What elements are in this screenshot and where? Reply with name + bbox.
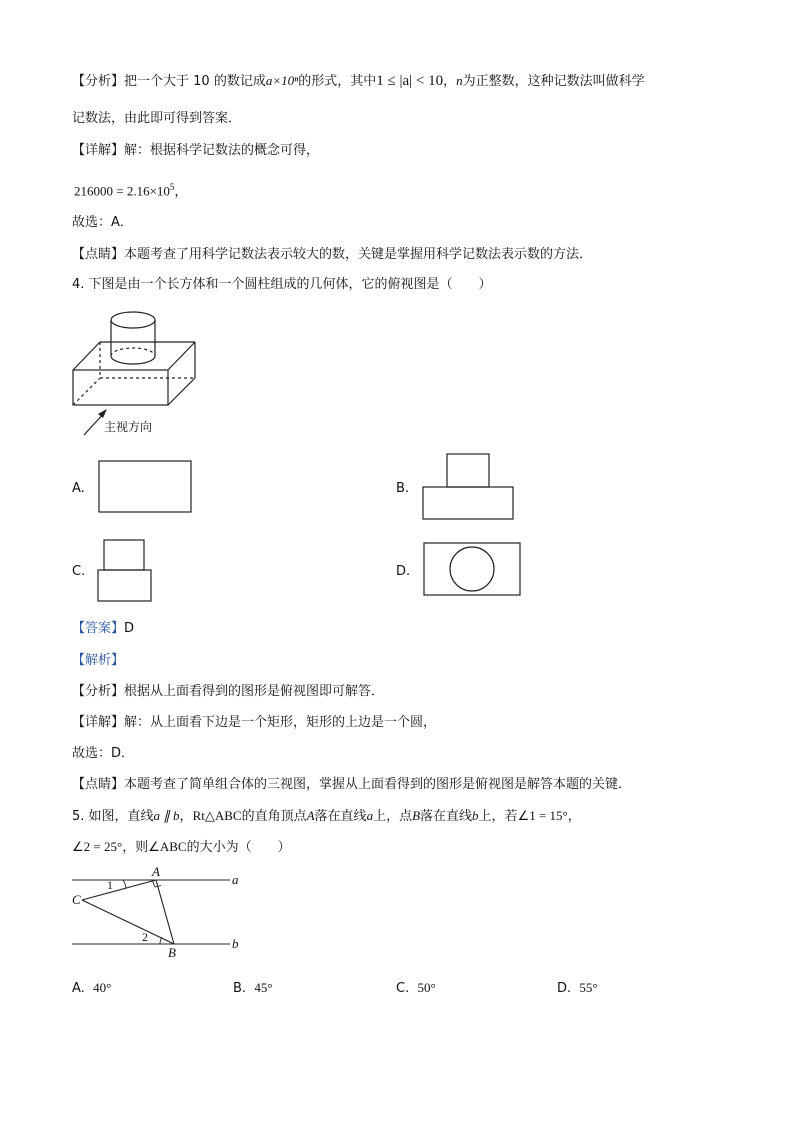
q5-text-7: 上，若 bbox=[478, 809, 518, 824]
option-letter: B. bbox=[233, 981, 247, 996]
analysis-text-b: 的形式，其中 bbox=[298, 74, 377, 89]
segment-ca bbox=[82, 880, 156, 900]
view-direction-label: 主视方向 bbox=[104, 420, 153, 434]
analysis-tag: 【分析】 bbox=[72, 684, 125, 699]
prev-equation bbox=[74, 178, 187, 200]
prev-choice: 故选：A． bbox=[72, 215, 133, 230]
q4-detail bbox=[72, 714, 436, 732]
point-b: B bbox=[412, 808, 421, 823]
q4-option-c-label[interactable]: C. bbox=[72, 564, 86, 579]
option-value: 50° bbox=[417, 980, 436, 995]
triangle-expr: Rt△ABC bbox=[192, 808, 242, 823]
segment-ab bbox=[156, 880, 174, 944]
analysis-text: 根据从上面看得到的图形是俯视图即可解答． bbox=[124, 684, 385, 699]
q5-text-8: ， bbox=[567, 809, 581, 824]
q4-option-d-label[interactable]: D. bbox=[396, 564, 411, 579]
line-a: a bbox=[366, 808, 374, 823]
q4-option-b-figure[interactable] bbox=[422, 453, 516, 523]
detail-text: 解：根据科学记数法的概念可得， bbox=[124, 143, 320, 158]
q4-stem: 4. 下图是由一个长方体和一个圆柱组成的几何体，它的俯视图是（ ） bbox=[72, 277, 492, 292]
detail-text: 解：从上面看下边是一个矩形，矩形的上边是一个圆， bbox=[124, 715, 437, 730]
prev-analysis-line2: 记数法，由此即可得到答案． bbox=[72, 111, 242, 126]
q5-text-5: 上，点 bbox=[373, 809, 413, 824]
fig-label-C: C bbox=[72, 892, 81, 907]
equation-text: 216000 = 2.16×10 bbox=[74, 183, 170, 199]
comment-tag: 【点睛】 bbox=[72, 247, 125, 262]
q5-geometry-figure bbox=[60, 860, 260, 964]
detail-tag: 【详解】 bbox=[72, 143, 125, 158]
q5-option-d[interactable] bbox=[557, 979, 598, 998]
q5-text-2: ， bbox=[179, 809, 193, 824]
q4-choice: 故选：D． bbox=[72, 746, 135, 761]
option-letter: D. bbox=[557, 981, 572, 996]
sci-notation-formula: a×10ⁿ bbox=[265, 73, 299, 88]
fig-label-angle-2: 2 bbox=[142, 930, 148, 944]
analysis-text-d: 为正整数，这种记数法叫做科学 bbox=[462, 74, 645, 89]
answer-tag: 【答案】 bbox=[72, 621, 125, 636]
q5-text-9: ，则 bbox=[122, 840, 149, 855]
q4-analysis bbox=[72, 683, 384, 701]
prev-comment bbox=[72, 246, 592, 264]
variable-n: n bbox=[456, 73, 463, 88]
q5-text-1: 5. 如图，直线 bbox=[72, 809, 154, 824]
prev-analysis-line1 bbox=[72, 72, 645, 91]
q4-option-d-figure[interactable] bbox=[423, 542, 523, 598]
analysis-text-a: 把一个大于 10 的数记成 bbox=[124, 74, 266, 89]
fig-label-B: B bbox=[168, 945, 176, 960]
comment-text: 本题考查了简单组合体的三视图，掌握从上面看得到的图形是俯视图是解答本题的关键． bbox=[124, 777, 632, 792]
option-value: 45° bbox=[254, 980, 273, 995]
q5-option-c[interactable] bbox=[396, 979, 436, 998]
q5-text-10: 的大小为（ ） bbox=[186, 840, 291, 855]
answer-value: D bbox=[124, 621, 135, 636]
q5-text-4: 落在直线 bbox=[314, 809, 367, 824]
detail-tag: 【详解】 bbox=[72, 715, 125, 730]
analysis-text-c: ， bbox=[443, 74, 457, 89]
q5-stem-line2 bbox=[72, 838, 291, 857]
q5-stem-line1 bbox=[72, 807, 581, 826]
q5-option-b[interactable] bbox=[233, 979, 273, 998]
segment-cb bbox=[82, 900, 174, 944]
angle-1-expr: ∠1 = 15° bbox=[517, 808, 568, 823]
equation-tail: ， bbox=[174, 183, 188, 199]
equation-exponent: 5 bbox=[169, 182, 175, 192]
parallel-expr: a ∥ b bbox=[153, 808, 180, 823]
option-value: 40° bbox=[93, 980, 112, 995]
line-b: b bbox=[472, 808, 479, 823]
angle-2-expr: ∠2 = 25° bbox=[72, 839, 123, 854]
q4-explain-tag: 【解析】 bbox=[72, 653, 125, 668]
fig-label-b: b bbox=[232, 936, 239, 951]
option-letter: C. bbox=[396, 981, 410, 996]
comment-tag: 【点睛】 bbox=[72, 777, 125, 792]
q4-answer bbox=[72, 620, 134, 638]
option-letter: A. bbox=[72, 981, 85, 996]
q5-option-a[interactable] bbox=[72, 979, 111, 998]
analysis-tag: 【分析】 bbox=[72, 74, 125, 89]
prev-detail bbox=[72, 142, 319, 160]
range-expression: 1 ≤ |a| < 10 bbox=[376, 73, 444, 89]
angle-abc-expr: ∠ABC bbox=[148, 839, 187, 854]
comment-text: 本题考查了用科学记数法表示较大的数，关键是掌握用科学记数法表示数的方法． bbox=[124, 247, 593, 262]
option-value: 55° bbox=[579, 980, 598, 995]
q5-text-6: 落在直线 bbox=[420, 809, 473, 824]
q4-comment bbox=[72, 776, 631, 794]
q4-option-a-figure[interactable] bbox=[98, 460, 194, 514]
q4-option-b-label[interactable]: B. bbox=[396, 481, 410, 496]
q4-option-c-figure[interactable] bbox=[97, 539, 155, 605]
q5-text-3: 的直角顶点 bbox=[241, 809, 307, 824]
fig-label-angle-1: 1 bbox=[107, 878, 113, 892]
fig-label-A: A bbox=[152, 864, 160, 879]
point-a: A bbox=[306, 808, 315, 823]
q4-option-a-label[interactable]: A. bbox=[72, 481, 85, 496]
fig-label-a: a bbox=[232, 872, 239, 887]
